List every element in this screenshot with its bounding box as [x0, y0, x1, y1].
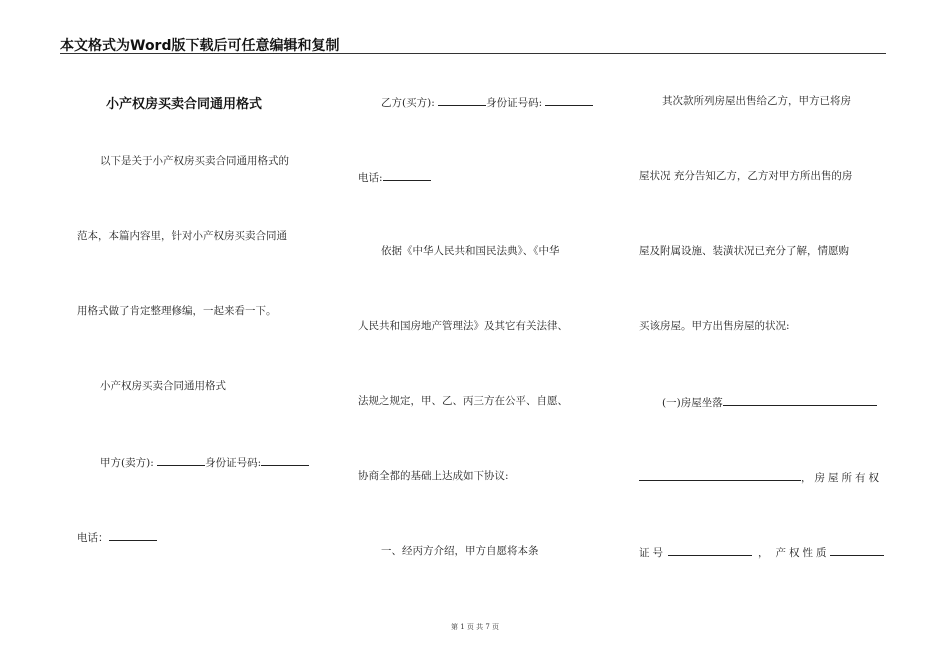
paragraph-line: 买该房屋。甲方出售房屋的状况: — [639, 320, 790, 332]
paragraph-line: 依据《中华人民共和国民法典》、《中华 — [381, 245, 560, 257]
paragraph-line: 屋及附属设施、装潢状况已充分了解，情愿购 — [639, 245, 849, 257]
paragraph-line: 屋状况 充分告知乙方，乙方对甲方所出售的房 — [639, 170, 853, 182]
seller-name-blank — [157, 454, 205, 466]
header-divider — [60, 53, 886, 54]
phone-blank — [383, 169, 431, 181]
paragraph-line: 以下是关于小产权房买卖合同通用格式的 — [100, 155, 289, 167]
cert-label: ，房屋所有权 — [801, 472, 882, 484]
paragraph-line: 法规之规定，甲、乙、丙三方在公平、自愿、 — [358, 395, 568, 407]
seller-label: 甲方(卖方): — [100, 457, 158, 469]
paragraph-line: 一、经丙方介绍，甲方自愿将本条 — [381, 545, 539, 557]
location-label: (一)房屋坐落 — [662, 397, 723, 409]
location-cont-blank — [639, 469, 801, 481]
buyer-line — [381, 94, 593, 110]
nature-label: 产权性质 — [775, 547, 830, 559]
buyer-id-label: 身份证号码: — [486, 97, 546, 109]
cert-nature-line — [639, 544, 884, 560]
phone-label: 电话： — [77, 532, 109, 544]
buyer-id-blank — [545, 94, 593, 106]
location-line — [662, 394, 877, 410]
buyer-phone-line — [358, 169, 431, 185]
paragraph-line: 协商全都的基础上达成如下协议: — [358, 470, 509, 482]
document-header: 本文格式为Word版下载后可任意编辑和复制 — [60, 38, 340, 54]
document-title: 小产权房买卖合同通用格式 — [106, 97, 263, 112]
paragraph-line: 范本，本篇内容里，针对小产权房买卖合同通 — [77, 230, 287, 242]
separator: ， — [758, 547, 772, 559]
seller-line — [100, 454, 309, 470]
cert-line — [639, 469, 882, 485]
seller-id-blank — [261, 454, 309, 466]
seller-id-label: 身份证号码: — [205, 457, 262, 469]
location-blank — [723, 394, 877, 406]
phone-blank — [109, 529, 157, 541]
paragraph-line: 人民共和国房地产管理法》及其它有关法律、 — [358, 320, 568, 332]
buyer-name-blank — [438, 94, 486, 106]
page-number: 第 1 页 共 7 页 — [450, 623, 500, 631]
nature-blank — [830, 544, 884, 556]
buyer-label: 乙方(买方): — [381, 97, 439, 109]
seller-phone-line — [77, 529, 157, 545]
cert-no-blank — [668, 544, 752, 556]
phone-label: 电话: — [358, 172, 383, 184]
section-heading: 小产权房买卖合同通用格式 — [100, 380, 226, 392]
paragraph-line: 用格式做了肯定整理修编，一起来看一下。 — [77, 305, 277, 317]
paragraph-line: 其次款所列房屋出售给乙方，甲方已将房 — [662, 95, 851, 107]
cert-no-label: 证号 — [639, 547, 666, 559]
